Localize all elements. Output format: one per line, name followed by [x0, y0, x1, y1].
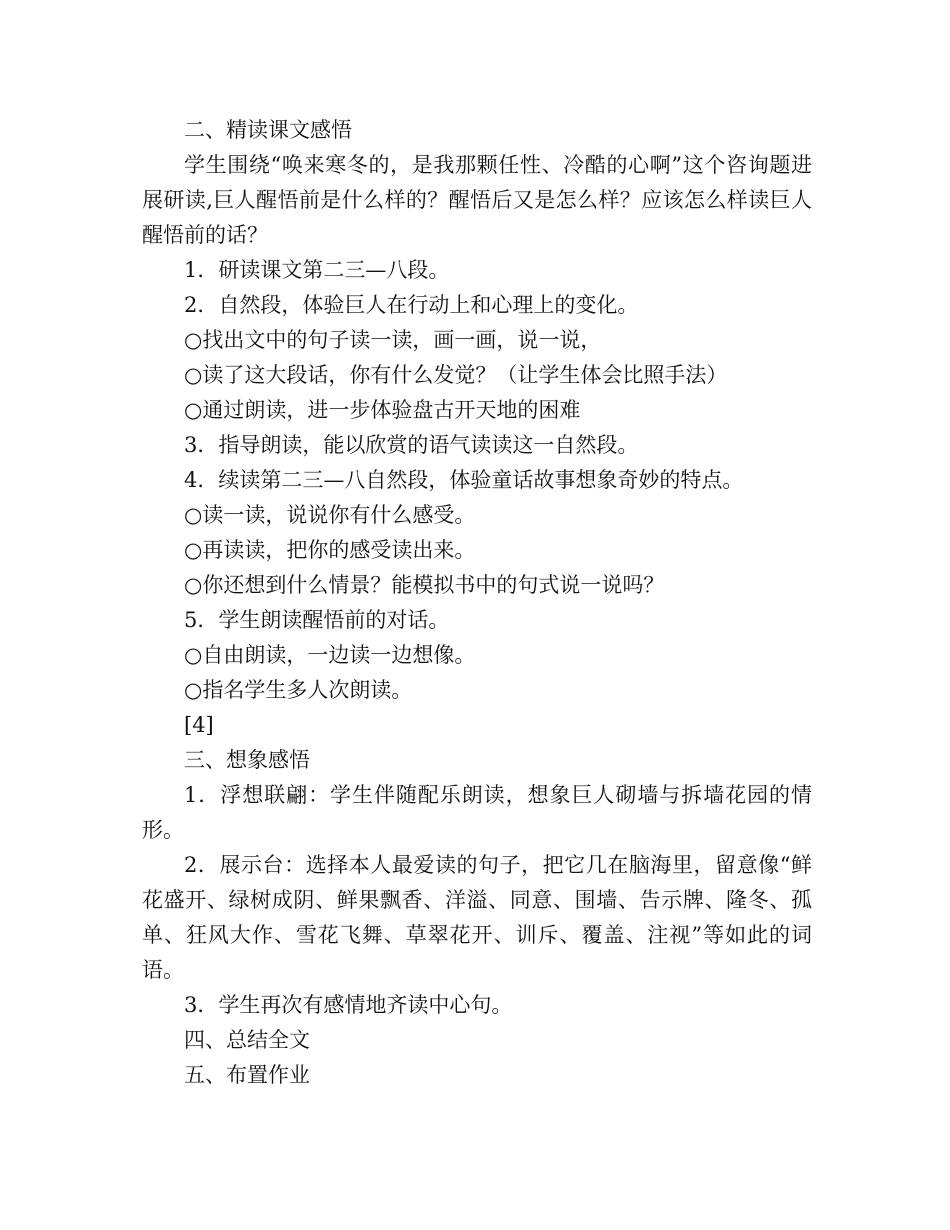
imagination-step-2: 2．展示台：选择本人最爱读的句子，把它几在脑海里，留意像“鲜花盛开、绿树成阴、鲜果飘香、洋溢、同意、围墙、告示牌、隆冬、孤单、狂风大作、雪花飞舞、草翠花开、训斥、覆盖、注视”等如此的词语。	[142, 853, 812, 982]
section-heading-imagination: 三、想象感悟	[184, 748, 310, 772]
bullet-named-students: ○指名学生多人次朗读。	[184, 678, 413, 702]
bullet-read-and-tell: ○读一读，说说你有什么感受。	[184, 503, 476, 527]
bullet-read-aloud: ○通过朗读，进一步体验盘古开天地的困难	[184, 398, 581, 422]
imagination-step-1: 1．浮想联翩：学生伴随配乐朗读，想象巨人砌墙与拆墙花园的情形。	[142, 783, 812, 842]
section-heading-summary: 四、总结全文	[184, 1028, 310, 1052]
document-page	[142, 113, 812, 1093]
step-5: 5．学生朗读醒悟前的对话。	[184, 608, 450, 632]
reference-marker: [4]	[184, 713, 214, 737]
paragraph-research-question: 学生围绕“唤来寒冬的，是我那颗任性、冷酷的心啊”这个咨询题进展研读,巨人醒悟前是什么样的？醒悟后又是怎么样？应该怎么样读巨人醒悟前的话？	[142, 153, 812, 247]
step-2: 2．自然段，体验巨人在行动上和心理上的变化。	[184, 293, 639, 317]
bullet-find-sentences: ○找出文中的句子读一读，画一画，说一说，	[184, 328, 602, 352]
step-4: 4．续读第二三—八自然段，体验童话故事想象奇妙的特点。	[184, 468, 744, 492]
bullet-read-passage: ○读了这大段话，你有什么发觉？（让学生体会比照手法）	[184, 363, 728, 387]
section-heading-intensive-reading: 二、精读课文感悟	[184, 118, 352, 142]
bullet-imagine-scene: ○你还想到什么情景？能模拟书中的句式说一说吗？	[184, 573, 665, 597]
bullet-read-again: ○再读读，把你的感受读出来。	[184, 538, 476, 562]
section-heading-homework: 五、布置作业	[184, 1063, 310, 1087]
step-3: 3．指导朗读，能以欣赏的语气读读这一自然段。	[184, 433, 639, 457]
step-1: 1．研读课文第二三—八段。	[184, 258, 450, 282]
imagination-step-3: 3．学生再次有感情地齐读中心句。	[184, 993, 513, 1017]
bullet-free-reading: ○自由朗读，一边读一边想像。	[184, 643, 476, 667]
